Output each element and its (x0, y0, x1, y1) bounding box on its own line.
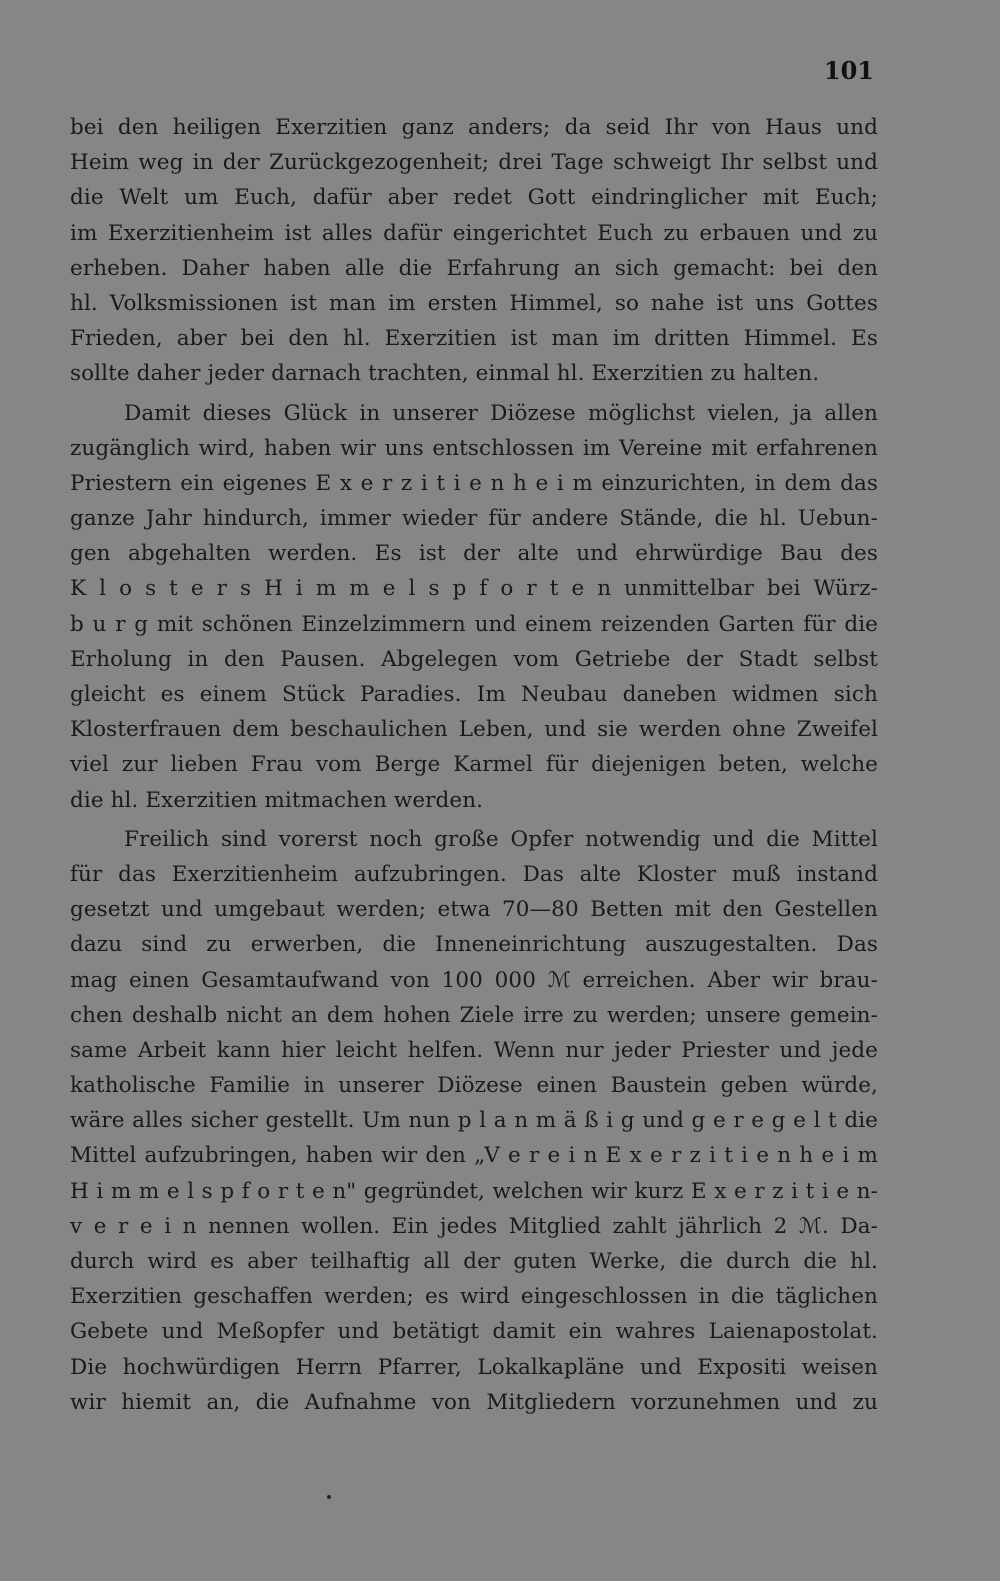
text-line: viel zur lieben Frau vom Berge Karmel für diejenigen beten, welche (70, 752, 878, 778)
text-line: Erholung in den Pausen. Abgelegen vom Getriebe der Stadt selbst (70, 646, 878, 672)
text-line: H i m m e l s p f o r t e n" gegründet, welchen wir kurz E x e r z i t i e n- (70, 1178, 878, 1204)
ink-speck (327, 1495, 331, 1499)
text-line: bei den heiligen Exerzitien ganz anders; da seid Ihr von Haus und (70, 115, 878, 140)
text-line: katholische Familie in unserer Diözese einen Baustein geben würde, (70, 1073, 878, 1099)
paragraph (70, 110, 878, 392)
text-line: Klosterfrauen dem beschaulichen Leben, und sie werden ohne Zweifel (70, 717, 878, 743)
text-line: Mittel aufzubringen, haben wir den „V e r e i n E x e r z i t i e n h e i m (70, 1143, 878, 1169)
text-line: wäre alles sicher gestellt. Um nun p l a n m ä ß i g und g e r e g e l t die (70, 1108, 878, 1134)
text-line: für das Exerzitienheim aufzubringen. Das alte Kloster muß instand (70, 861, 878, 887)
text-line: die hl. Exerzitien mitmachen werden. (70, 787, 484, 813)
paragraph (70, 396, 878, 818)
text-line: Gebete und Meßopfer und betätigt damit ein wahres Laienapostolat. (70, 1319, 878, 1345)
text-line: Freilich sind vorerst noch große Opfer notwendig und die Mittel (124, 826, 878, 852)
text-line: zugänglich wird, haben wir uns entschlossen im Vereine mit erfahrenen (70, 435, 878, 461)
text-line: Damit dieses Glück in unserer Diözese möglichst vielen, ja allen (124, 400, 878, 426)
text-line: chen deshalb nicht an dem hohen Ziele irre zu werden; unsere gemein- (70, 1002, 878, 1028)
text-line: K l o s t e r s H i m m e l s p f o r t e n unmittelbar bei Würz- (70, 576, 878, 602)
text-line: gesetzt und umgebaut werden; etwa 70—80 Betten mit den Gestellen (70, 897, 878, 923)
text-line: b u r g mit schönen Einzelzimmern und einem reizenden Garten für die (70, 611, 878, 637)
text-line: gen abgehalten werden. Es ist der alte und ehrwürdige Bau des (70, 541, 878, 567)
text-line: sollte daher jeder darnach trachten, einmal hl. Exerzitien zu halten. (70, 361, 820, 387)
body-text (70, 110, 878, 1420)
text-line: Die hochwürdigen Herrn Pfarrer, Lokalkapläne und Expositi weisen (70, 1354, 878, 1380)
paragraph (70, 822, 878, 1420)
text-line: ganze Jahr hindurch, immer wieder für andere Stände, die hl. Uebun- (70, 506, 878, 532)
text-line: mag einen Gesamtaufwand von 100 000 ℳ erreichen. Aber wir brau- (70, 967, 878, 993)
text-line: Heim weg in der Zurückgezogenheit; drei Tage schweigt Ihr selbst und (70, 150, 878, 176)
text-line: Frieden, aber bei den hl. Exerzitien ist man im dritten Himmel. Es (70, 326, 878, 352)
text-line: same Arbeit kann hier leicht helfen. Wenn nur jeder Priester und jede (70, 1037, 878, 1063)
text-line: v e r e i n nennen wollen. Ein jedes Mitglied zahlt jährlich 2 ℳ. Da- (70, 1213, 878, 1239)
text-line: die Welt um Euch, dafür aber redet Gott eindringlicher mit Euch; (70, 185, 878, 211)
text-line: im Exerzitienheim ist alles dafür eingerichtet Euch zu erbauen und zu (70, 220, 878, 246)
text-line: durch wird es aber teilhaftig all der guten Werke, die durch die hl. (70, 1249, 878, 1274)
page-number: 101 (823, 56, 874, 85)
text-line: Priestern ein eigenes E x e r z i t i e n h e i m einzurichten, in dem das (70, 470, 878, 496)
text-line: gleicht es einem Stück Paradies. Im Neubau daneben widmen sich (70, 682, 878, 707)
text-line: Exerzitien geschaffen werden; es wird eingeschlossen in die täglichen (70, 1284, 878, 1310)
text-line: erheben. Daher haben alle die Erfahrung an sich gemacht: bei den (70, 255, 878, 281)
text-line: dazu sind zu erwerben, die Inneneinrichtung auszugestalten. Das (70, 932, 878, 958)
text-line: hl. Volksmissionen ist man im ersten Himmel, so nahe ist uns Gottes (70, 290, 878, 316)
text-line: wir hiemit an, die Aufnahme von Mitgliedern vorzunehmen und zu (70, 1389, 878, 1415)
